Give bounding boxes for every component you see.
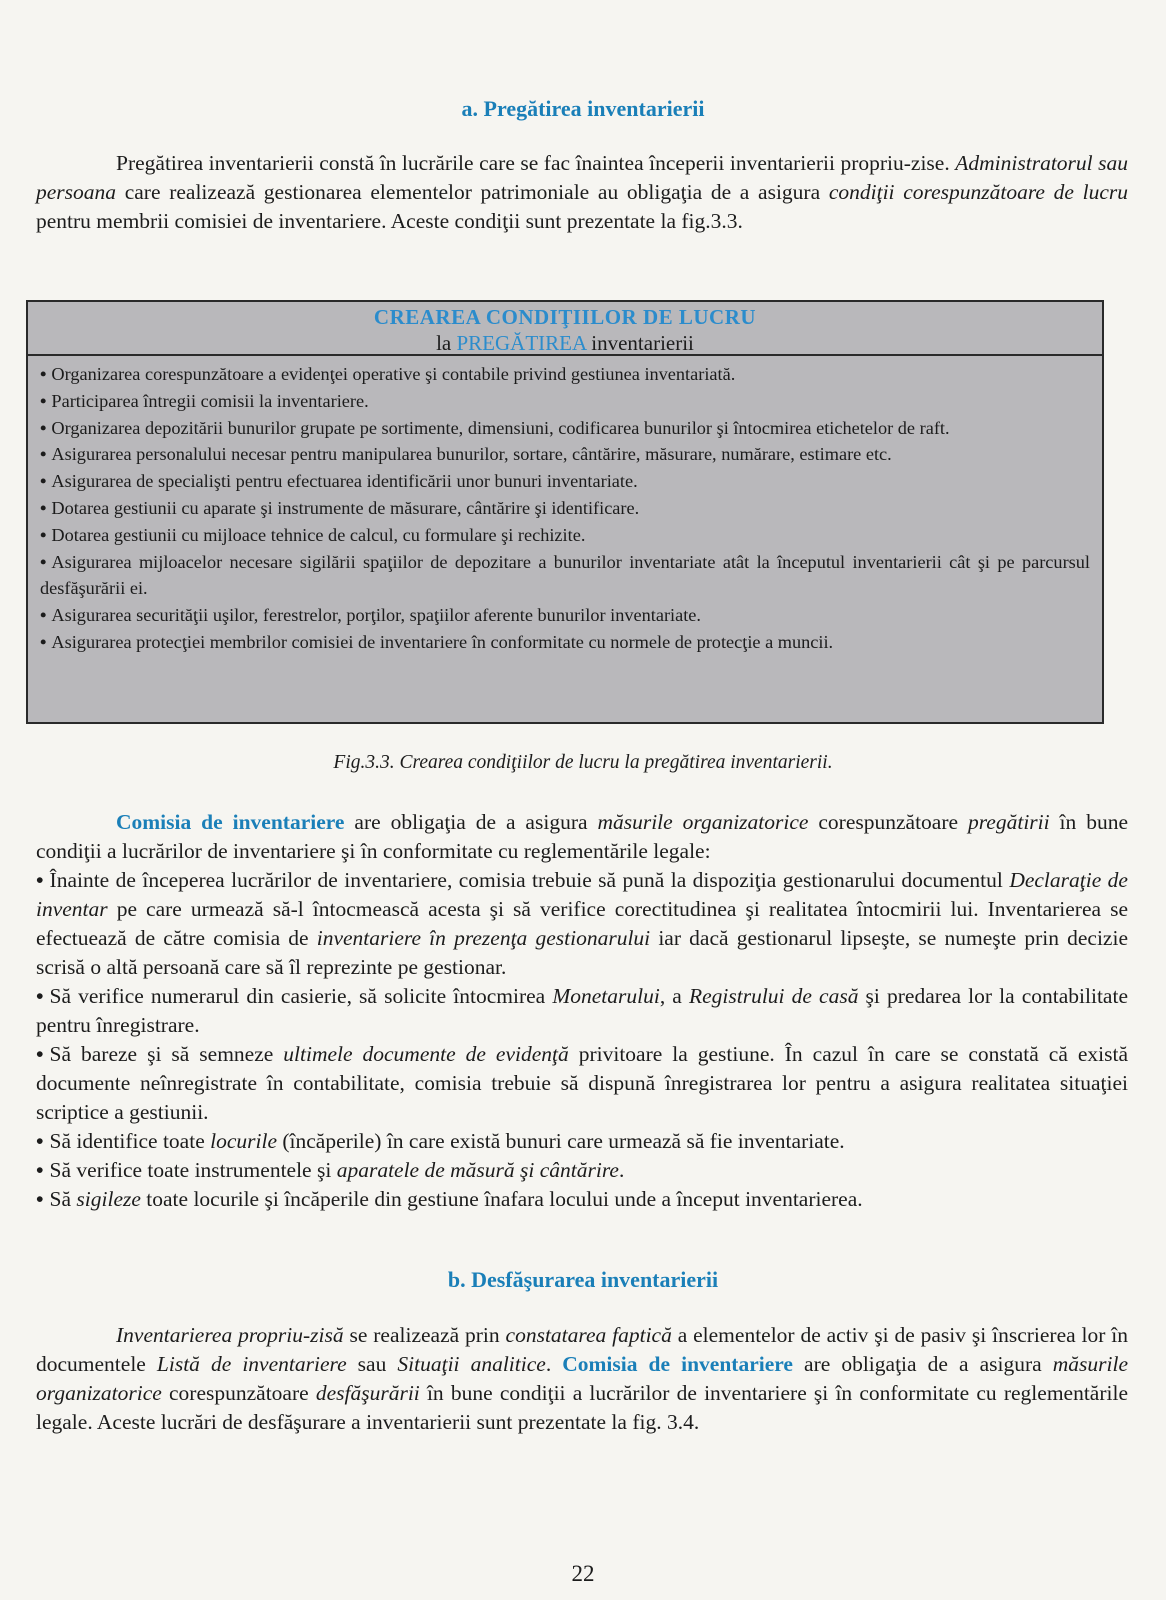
bullet-icon: • (40, 631, 47, 652)
text: Înainte de începerea lucrărilor de inventariere, comisia trebuie să pună la dispoziţia gestionarului documentul (49, 868, 1010, 892)
emphasis: constatarea faptică (505, 1323, 672, 1347)
list-item-text: Organizarea depozitării bunurilor grupate pe sortimente, dimensiuni, codificarea bunurilor şi întocmirea etichetelor de raft. (51, 417, 950, 438)
bullet-paragraph (36, 866, 1128, 982)
bullet-icon: • (36, 1187, 44, 1211)
bullet-icon: • (40, 471, 47, 492)
section-b-paragraph (36, 1321, 1128, 1437)
figure-caption: Fig.3.3. Crearea condiţiilor de lucru la pregătirea inventarierii. (333, 752, 833, 773)
text: iar dacă gestionarul lipseşte, se numeşte prin decizie scrisă o altă persoană care să îl reprezinte pe gestionar. (36, 926, 1128, 979)
intro-em-1: Administratorul sau persoana (36, 151, 1129, 204)
list-item (40, 549, 1090, 603)
figure-3-3-box (26, 300, 1104, 724)
emphasis: aparatele de măsură şi cântărire (336, 1158, 619, 1182)
list-item-text: Asigurarea protecţiei membrilor comisiei de inventariere în conformitate cu normele de protecţie a muncii. (51, 631, 834, 652)
figure-subtitle (28, 330, 1102, 356)
bullet-icon: • (40, 605, 47, 626)
text: Să verifice numerarul din casierie, să solicite întocmirea (49, 984, 553, 1008)
emphasis: locurile (210, 1129, 277, 1153)
text: . (618, 1158, 625, 1182)
emphasis: ultimele documente de evidenţă (283, 1042, 569, 1066)
list-item (40, 468, 1090, 495)
list-item-text: Asigurarea personalului necesar pentru manipularea bunurilor, sortare, cântărire, măsurare, numărare, estimare etc. (51, 444, 892, 465)
emphasis: măsurile organizatorice (36, 1352, 1128, 1405)
list-item-text: Asigurarea de specialişti pentru efectuarea identificării unor bunuri inventariate. (51, 471, 638, 492)
bullet-paragraph (36, 1127, 1128, 1156)
emphasis: pregătirii (967, 810, 1050, 834)
intro-text-2: care realizează gestionarea elementelor patrimoniale au obligaţia de a asigura (116, 180, 829, 204)
text: Să verifice toate instrumentele şi (49, 1158, 337, 1182)
list-item-text: Dotarea gestiunii cu aparate şi instrumente de măsurare, cântărire şi identificare. (51, 497, 640, 518)
bullet-paragraph (36, 1185, 1128, 1214)
text: şi predarea lor la contabilitate pentru înregistrare. (36, 984, 1128, 1037)
text: se realizează prin (343, 1323, 506, 1347)
bullet-icon: • (40, 364, 47, 384)
emphasis: Declaraţie de inventar (36, 868, 1128, 921)
list-item (40, 415, 1090, 442)
emphasis: Registrului de casă (688, 984, 859, 1008)
text: (încăperile) în care există bunuri care urmează să fie inventariate. (277, 1129, 845, 1153)
bullet-icon: • (36, 1129, 44, 1153)
commission-section (36, 808, 1128, 866)
text: , a (659, 984, 689, 1008)
bullet-icon: • (40, 551, 47, 572)
bullet-icon: • (40, 497, 47, 518)
text: privitoare la gestiune. În cazul în care se constată că există documente neînregistrate în contabilitate, comisia trebuie să dispună înregistrarea lor pentru a asigura realitatea situaţiei scriptice a gestiunii. (36, 1042, 1128, 1124)
list-item-text: Asigurarea mijloacelor necesare sigilării spaţiilor de depozitare a bunurilor inventariate atât la începutul inventarierii cât şi pe parcursul desfăşurării ei. (40, 551, 1090, 599)
bullet-paragraph (36, 1040, 1128, 1127)
section-a-intro (36, 149, 1128, 236)
text: Să bareze şi să semneze (49, 1042, 284, 1066)
list-item-text: Organizarea corespunzătoare a evidenţei operative şi contabile privind gestiunea inventariată. (51, 364, 736, 384)
text: în bune condiţii a lucrărilor de inventariere şi în conformitate cu reglementările legale: (36, 810, 1128, 863)
emphasis: Monetarului (552, 984, 660, 1008)
bullet-icon: • (36, 868, 44, 892)
commission-lead: Comisia de inventariere (116, 810, 345, 834)
bullet-icon: • (40, 444, 47, 465)
bullet-paragraph (36, 982, 1128, 1040)
bullet-icon: • (40, 524, 47, 545)
text: pe care urmează să-l întocmească acesta şi să verifice corectitudinea şi realitatea întocmirii lui. Inventarierea se efectuează de către comisia de (36, 897, 1128, 950)
text: corespunzătoare (161, 1381, 316, 1405)
figure-subtitle-highlight: PREGĂTIREA (456, 331, 587, 355)
text: are obligaţia de a asigura (344, 810, 598, 834)
text: Să (49, 1187, 77, 1211)
list-item-text: Participarea întregii comisii la inventariere. (51, 390, 369, 411)
emphasis: Situaţii analitice (397, 1352, 546, 1376)
list-item-text: Dotarea gestiunii cu mijloace tehnice de calcul, cu formulare şi rechizite. (51, 524, 586, 545)
emphasis: sigileze (76, 1187, 141, 1211)
bullet-icon: • (36, 1042, 44, 1066)
commission-intro (36, 808, 1128, 866)
emphasis: Inventarierea propriu-zisă (116, 1323, 344, 1347)
text: are obligaţia de a asigura (792, 1352, 1053, 1376)
text: corespunzătoare (808, 810, 968, 834)
intro-em-2: condiţii corespunzătoare de lucru (828, 180, 1128, 204)
figure-subtitle-rest: inventarierii (586, 331, 694, 355)
commission-bullets (36, 866, 1128, 1214)
text: a elementelor de activ şi de pasiv şi înscrierea lor în documentele (36, 1323, 1128, 1376)
text: sau (346, 1352, 398, 1376)
text: în bune condiţii a lucrărilor de inventariere şi în conformitate cu reglementările legale. Aceste lucrări de desfăşurare a inventarierii sunt prezentate la fig. 3.4. (36, 1381, 1128, 1434)
text: Să identifice toate (49, 1129, 211, 1153)
list-item (40, 522, 1090, 549)
emphasis: desfăşurării (315, 1381, 420, 1405)
intro-text-3: pentru membrii comisiei de inventariere. Aceste condiţii sunt prezentate la fig.3.3. (36, 209, 743, 233)
emphasis: Listă de inventariere (156, 1352, 347, 1376)
intro-text-1: Pregătirea inventarierii constă în lucrările care se fac înaintea începerii inventarierii propriu-zise. (116, 151, 950, 175)
figure-header (28, 302, 1102, 356)
list-item-text: Asigurarea securităţii uşilor, ferestrelor, porţilor, spaţiilor aferente bunurilor inventariate. (51, 605, 701, 626)
figure-title: CREAREA CONDIŢIILOR DE LUCRU (373, 305, 757, 329)
figure-subtitle-la: la (436, 331, 457, 355)
bullet-paragraph (36, 1156, 1128, 1185)
list-item (40, 361, 1090, 388)
list-item (40, 629, 1090, 656)
commission-lead: Comisia de inventariere (562, 1352, 793, 1376)
text: toate locurile şi încăperile din gestiune înafara locului unde a început inventarierea. (140, 1187, 863, 1211)
bullet-icon: • (36, 984, 44, 1008)
text: . (545, 1352, 563, 1376)
emphasis: măsurile organizatorice (597, 810, 809, 834)
list-item (40, 495, 1090, 522)
page-number: 22 (571, 1561, 595, 1586)
bullet-icon: • (40, 417, 47, 438)
section-a-heading: a. Pregătirea inventarierii (461, 96, 705, 121)
list-item (40, 602, 1090, 629)
list-item (40, 388, 1090, 415)
bullet-icon: • (40, 390, 47, 411)
section-b-heading: b. Desfăşurarea inventarierii (447, 1267, 719, 1292)
bullet-icon: • (36, 1158, 44, 1182)
section-b-text (36, 1321, 1128, 1437)
list-item (40, 441, 1090, 468)
emphasis: inventariere în prezenţa gestionarului (316, 926, 651, 950)
figure-list (28, 356, 1102, 656)
